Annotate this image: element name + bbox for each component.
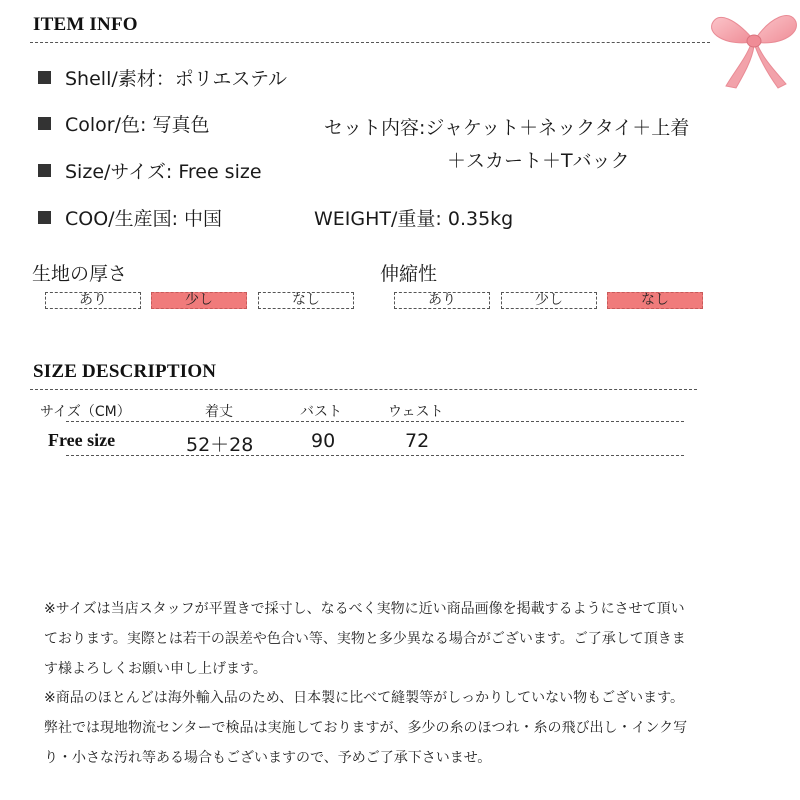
- thickness-option-slight: 少し: [151, 292, 247, 309]
- item-info-title: ITEM INFO: [33, 14, 138, 35]
- col-header-waist: ウェスト: [388, 404, 444, 420]
- col-header-length: 着丈: [205, 404, 233, 420]
- thickness-option-none: あり: [45, 292, 141, 309]
- spec-coo-text: COO/生産国: 中国: [65, 208, 223, 230]
- spec-shell: [38, 64, 287, 91]
- spec-shell-text: Shell/素材：ポリエステル: [65, 68, 288, 90]
- row-length: 52＋28: [186, 434, 254, 456]
- bullet-square-icon: [38, 164, 51, 177]
- spec-color: [38, 110, 209, 137]
- row-bust: 90: [311, 430, 336, 452]
- row-size-name: Free size: [48, 430, 116, 450]
- weight-text: WEIGHT/重量: 0.35kg: [314, 208, 514, 230]
- stretch-option-yes: あり: [394, 292, 490, 309]
- note-size-measurement: ※サイズは当店スタッフが平置きで採寸し、なるべく実物に近い商品画像を掲載するようにさせて頂いております。実際とは若干の誤差や色合い等、実物と多少異なる場合がございます。ご了承して頂きます様よろしくお願い申し上げます。: [44, 601, 686, 677]
- col-header-bust: バスト: [300, 404, 342, 420]
- notes-block: [44, 594, 694, 772]
- table-row-divider: [66, 455, 684, 456]
- thickness-option-no: なし: [258, 292, 354, 309]
- bullet-square-icon: [38, 211, 51, 224]
- bullet-square-icon: [38, 117, 51, 130]
- set-contents-line2: ＋スカート＋Tバック: [447, 150, 630, 172]
- spec-color-text: Color/色: 写真色: [65, 114, 210, 136]
- size-description-title: SIZE DESCRIPTION: [33, 361, 217, 382]
- item-info-divider: [30, 42, 710, 43]
- stretch-option-no: なし: [607, 292, 703, 309]
- size-description-divider: [30, 389, 697, 390]
- spec-size: [38, 157, 262, 184]
- thickness-label: 生地の厚さ: [32, 263, 128, 285]
- pink-ribbon-bow-icon: [706, 2, 800, 92]
- col-header-size: サイズ（CM）: [40, 404, 131, 420]
- row-waist: 72: [405, 430, 430, 452]
- stretch-label: 伸縮性: [380, 263, 438, 285]
- spec-size-text: Size/サイズ: Free size: [65, 161, 262, 183]
- bullet-square-icon: [38, 71, 51, 84]
- table-header-divider: [66, 421, 684, 422]
- set-contents-line1: セット内容:ジャケット＋ネックタイ＋上着: [324, 117, 690, 139]
- stretch-option-slight: 少し: [501, 292, 597, 309]
- note-import-quality: ※商品のほとんどは海外輸入品のため、日本製に比べて縫製等がしっかりしていない物もございます。弊社では現地物流センターで検品は実施しておりますが、多少の糸のほつれ・糸の飛び出し・インク写り・小さな汚れ等ある場合もございますので、予めご了承下さいませ。: [44, 690, 688, 766]
- spec-coo: [38, 204, 222, 231]
